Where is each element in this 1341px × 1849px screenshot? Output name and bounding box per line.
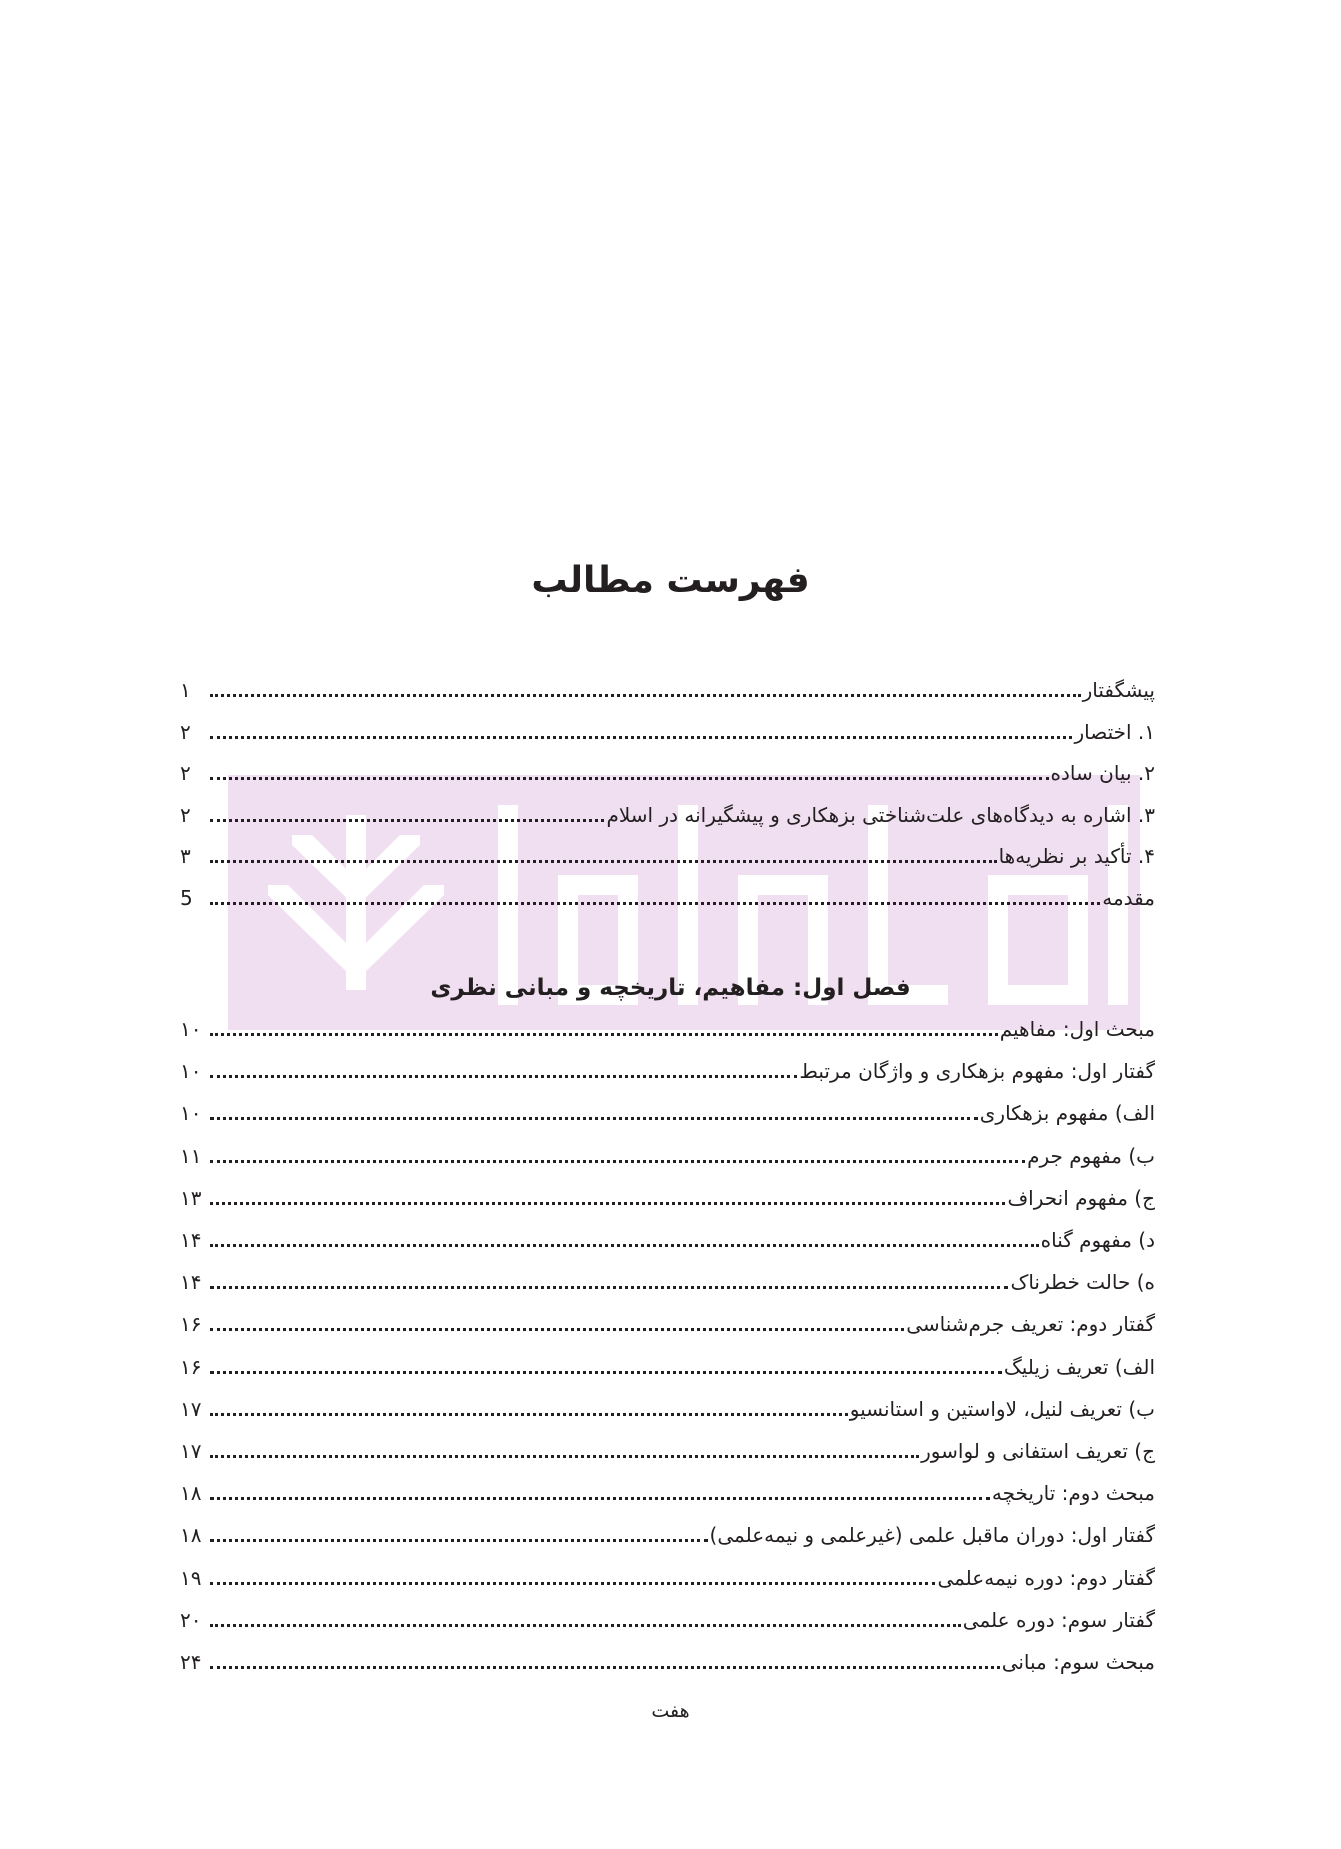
- toc-entry-label: ج) تعریف استفانی و لواسور: [921, 1439, 1155, 1463]
- dot-leader: [210, 1328, 904, 1331]
- toc-entry-label: د) مفهوم گناه: [1040, 1228, 1155, 1252]
- dot-leader: [210, 1413, 848, 1416]
- toc-page-number: ۱: [180, 678, 191, 702]
- toc-page-number: ۲: [180, 802, 191, 827]
- toc-entry-label: ۲. بیان ساده: [1050, 761, 1155, 785]
- toc-page-number: ۱۰: [180, 1101, 202, 1126]
- toc-entry[interactable]: [180, 877, 1155, 913]
- page-number-footer: هفت: [651, 1700, 690, 1722]
- toc-entry[interactable]: [180, 1177, 1209, 1213]
- dot-leader: [210, 860, 997, 863]
- toc-entry-label: ه) حالت خطرناک: [1010, 1270, 1155, 1295]
- toc-page-number: ۱۸: [180, 1523, 202, 1548]
- toc-entry-label: ب) مفهوم جرم: [1027, 1143, 1155, 1168]
- toc-page-number: ۱۰: [180, 1017, 202, 1041]
- toc-page-number: ۲: [180, 761, 191, 785]
- dot-leader: [210, 1624, 961, 1627]
- toc-entry-label: ۱. اختصار: [1074, 719, 1155, 744]
- dot-leader: [210, 902, 1100, 905]
- dot-leader: [210, 1497, 990, 1500]
- toc-page-number: ۲۰: [180, 1607, 202, 1632]
- toc-page-number: ۱۷: [180, 1396, 202, 1421]
- dot-leader: [210, 694, 1081, 697]
- dot-leader: [210, 1244, 1039, 1247]
- dot-leader: [210, 777, 1049, 780]
- toc-entry-label: الف) مفهوم بزهکاری: [979, 1101, 1155, 1126]
- toc-entry[interactable]: [180, 669, 1155, 705]
- toc-page-number: ۱۶: [180, 1312, 202, 1337]
- toc-page-number: ۱۴: [180, 1228, 202, 1252]
- toc-entry-label: ب) تعریف لنیل، لاواستین و استانسیو: [849, 1396, 1155, 1421]
- toc-entry-label: ج) مفهوم انحراف: [1007, 1185, 1155, 1210]
- toc-entry-label: الف) تعریف زیلیگ: [1003, 1354, 1155, 1379]
- toc-page-number: ۱۷: [180, 1439, 202, 1463]
- toc-entry[interactable]: [180, 1346, 1209, 1382]
- toc-page-number: ۳: [180, 844, 191, 868]
- toc-page-number: 5: [180, 885, 193, 910]
- dot-leader: [210, 1202, 1005, 1205]
- toc-entry[interactable]: [180, 1557, 1189, 1593]
- toc-entry-label: گفتار اول: دوران ماقبل علمی (غیرعلمی و نیمه‌علمی): [709, 1523, 1155, 1548]
- toc-entry[interactable]: [180, 1303, 1189, 1339]
- toc-entry-label: ۴. تأکید بر نظریه‌ها: [998, 844, 1155, 868]
- toc-entry[interactable]: [180, 794, 1155, 830]
- toc-page-number: ۲: [180, 719, 191, 744]
- toc-entry-label: ۳. اشاره به دیدگاه‌های علت‌شناختی بزهکاری و پیشگیرانه در اسلام: [606, 802, 1155, 827]
- toc-entry[interactable]: [180, 1388, 1209, 1424]
- toc-entry-label: مبحث سوم: مبانی: [1001, 1650, 1155, 1674]
- toc-entry[interactable]: [180, 1599, 1189, 1635]
- dot-leader: [210, 1160, 1025, 1163]
- dot-leader: [210, 1582, 935, 1585]
- toc-page-number: ۱۴: [180, 1270, 202, 1295]
- toc-page-number: ۲۴: [180, 1650, 202, 1674]
- toc-entry-label: گفتار اول: مفهوم بزهکاری و واژگان مرتبط: [799, 1059, 1155, 1084]
- toc-page-number: ۱۰: [180, 1059, 202, 1084]
- toc-entry[interactable]: [180, 1430, 1209, 1466]
- toc-entry-label: مبحث دوم: تاریخچه: [991, 1481, 1155, 1506]
- toc-entry[interactable]: [180, 711, 1155, 747]
- dot-leader: [210, 1666, 1000, 1669]
- dot-leader: [210, 1117, 978, 1120]
- toc-entry[interactable]: [180, 1514, 1189, 1550]
- dot-leader: [210, 1371, 1002, 1374]
- toc-page-number: ۱۹: [180, 1565, 202, 1590]
- toc-entry[interactable]: [180, 1641, 1155, 1677]
- toc-page-number: ۱۶: [180, 1354, 202, 1379]
- toc-entry[interactable]: [180, 1219, 1209, 1255]
- toc-page-number: ۱۳: [180, 1185, 202, 1210]
- toc-entry[interactable]: [180, 1261, 1209, 1297]
- toc-entry[interactable]: [180, 1135, 1209, 1171]
- dot-leader: [210, 1286, 1008, 1289]
- dot-leader: [210, 736, 1072, 739]
- dot-leader: [210, 1075, 797, 1078]
- toc-entry-label: گفتار دوم: تعریف جرم‌شناسی: [906, 1312, 1155, 1337]
- toc-entry-label: پیشگفتار: [1082, 678, 1155, 702]
- toc-page-number: ۱۸: [180, 1481, 202, 1506]
- dot-leader: [210, 819, 604, 822]
- toc-entry[interactable]: [180, 1050, 1189, 1086]
- toc-entry-label: مبحث اول: مفاهیم: [999, 1017, 1155, 1041]
- toc-entry[interactable]: [180, 1092, 1209, 1128]
- toc-entry[interactable]: [180, 835, 1155, 871]
- dot-leader: [210, 1033, 998, 1036]
- chapter-heading: فصل اول: مفاهیم، تاریخچه و مبانی نظری: [430, 975, 911, 1001]
- toc-entry-label: گفتار سوم: دوره علمی: [962, 1607, 1155, 1632]
- toc-page-number: ۱۱: [180, 1143, 202, 1168]
- toc-entry[interactable]: [180, 1472, 1155, 1508]
- toc-entry-label: گفتار دوم: دوره نیمه‌علمی: [937, 1565, 1155, 1590]
- toc-entry-label: مقدمه: [1102, 885, 1155, 910]
- dot-leader: [210, 1539, 708, 1542]
- dot-leader: [210, 1455, 919, 1458]
- toc-entry[interactable]: [180, 752, 1155, 788]
- toc-entry[interactable]: [180, 1008, 1155, 1044]
- page-title: فهرست مطالب: [531, 560, 810, 601]
